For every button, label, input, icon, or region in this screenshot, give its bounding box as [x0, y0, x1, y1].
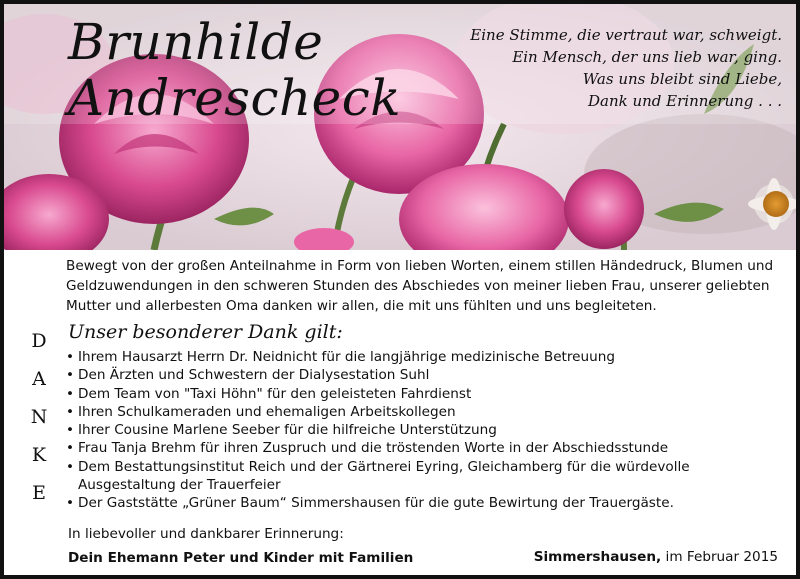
intro-paragraph: Bewegt von der großen Anteilnahme in Form von lieben Worten, einem stillen Händedruck, Blumen und Geldzuwendungen in den schweren Stunden des Abschiedes von meiner lieben Frau, unserer geliebten Mutter und allerbesten Oma danken wir allen, die mit uns fühlten und uns begleiteten. — [66, 258, 774, 314]
list-item: • Dem Bestattungsinstitut Reich und der Gärtnerei Eyring, Gleichamberg für die würdevolle Ausgestaltung der Trauerfeier — [66, 458, 766, 495]
list-item: • Ihrem Hausarzt Herrn Dr. Neidnicht für die langjährige medizinische Betreuung — [66, 348, 766, 366]
poem-line: Ein Mensch, der uns lieb war, ging. — [512, 48, 782, 66]
list-item: • Dem Team von "Taxi Höhn" für den geleisteten Fahrdienst — [66, 385, 766, 403]
poem-line: Eine Stimme, die vertraut war, schweigt. — [470, 26, 782, 44]
poem-line: Was uns bleibt sind Liebe, — [582, 70, 782, 88]
place: Simmershausen, — [533, 549, 662, 565]
list-item: • Ihrer Cousine Marlene Seeber für die hilfreiche Unterstützung — [66, 421, 766, 439]
name-last-line: Andrescheck — [68, 69, 402, 127]
thanks-heading: Unser besonderer Dank gilt: — [68, 321, 343, 343]
list-item: • Frau Tanja Brehm für ihren Zuspruch und die tröstenden Worte in der Abschiedsstunde — [66, 439, 766, 457]
poem-line: Dank und Erinnerung . . . — [588, 92, 782, 110]
danke-letter: K — [31, 444, 47, 466]
closing-line: In liebevoller und dankbarer Erinnerung: — [68, 526, 344, 542]
danke-letter: N — [30, 406, 48, 428]
danke-letter: A — [32, 368, 46, 390]
list-item: • Der Gaststätte „Grüner Baum“ Simmershausen für die gute Bewirtung der Trauergäste. — [66, 494, 766, 512]
roses-header-image — [4, 4, 796, 250]
name-first-line: Brunhilde — [68, 13, 324, 71]
danke-letter: D — [31, 330, 47, 352]
thanks-list — [66, 348, 766, 513]
place-and-date — [534, 547, 778, 567]
signature: Dein Ehemann Peter und Kinder mit Familien — [68, 550, 414, 566]
danke-vertical-word — [28, 322, 50, 512]
list-item: • Den Ärzten und Schwestern der Dialysestation Suhl — [66, 366, 766, 384]
date: im Februar 2015 — [665, 549, 778, 565]
danke-letter: E — [32, 482, 46, 504]
list-item: • Ihren Schulkameraden und ehemaligen Arbeitskollegen — [66, 403, 766, 421]
deceased-name — [68, 14, 401, 126]
memorial-poem — [470, 24, 782, 112]
